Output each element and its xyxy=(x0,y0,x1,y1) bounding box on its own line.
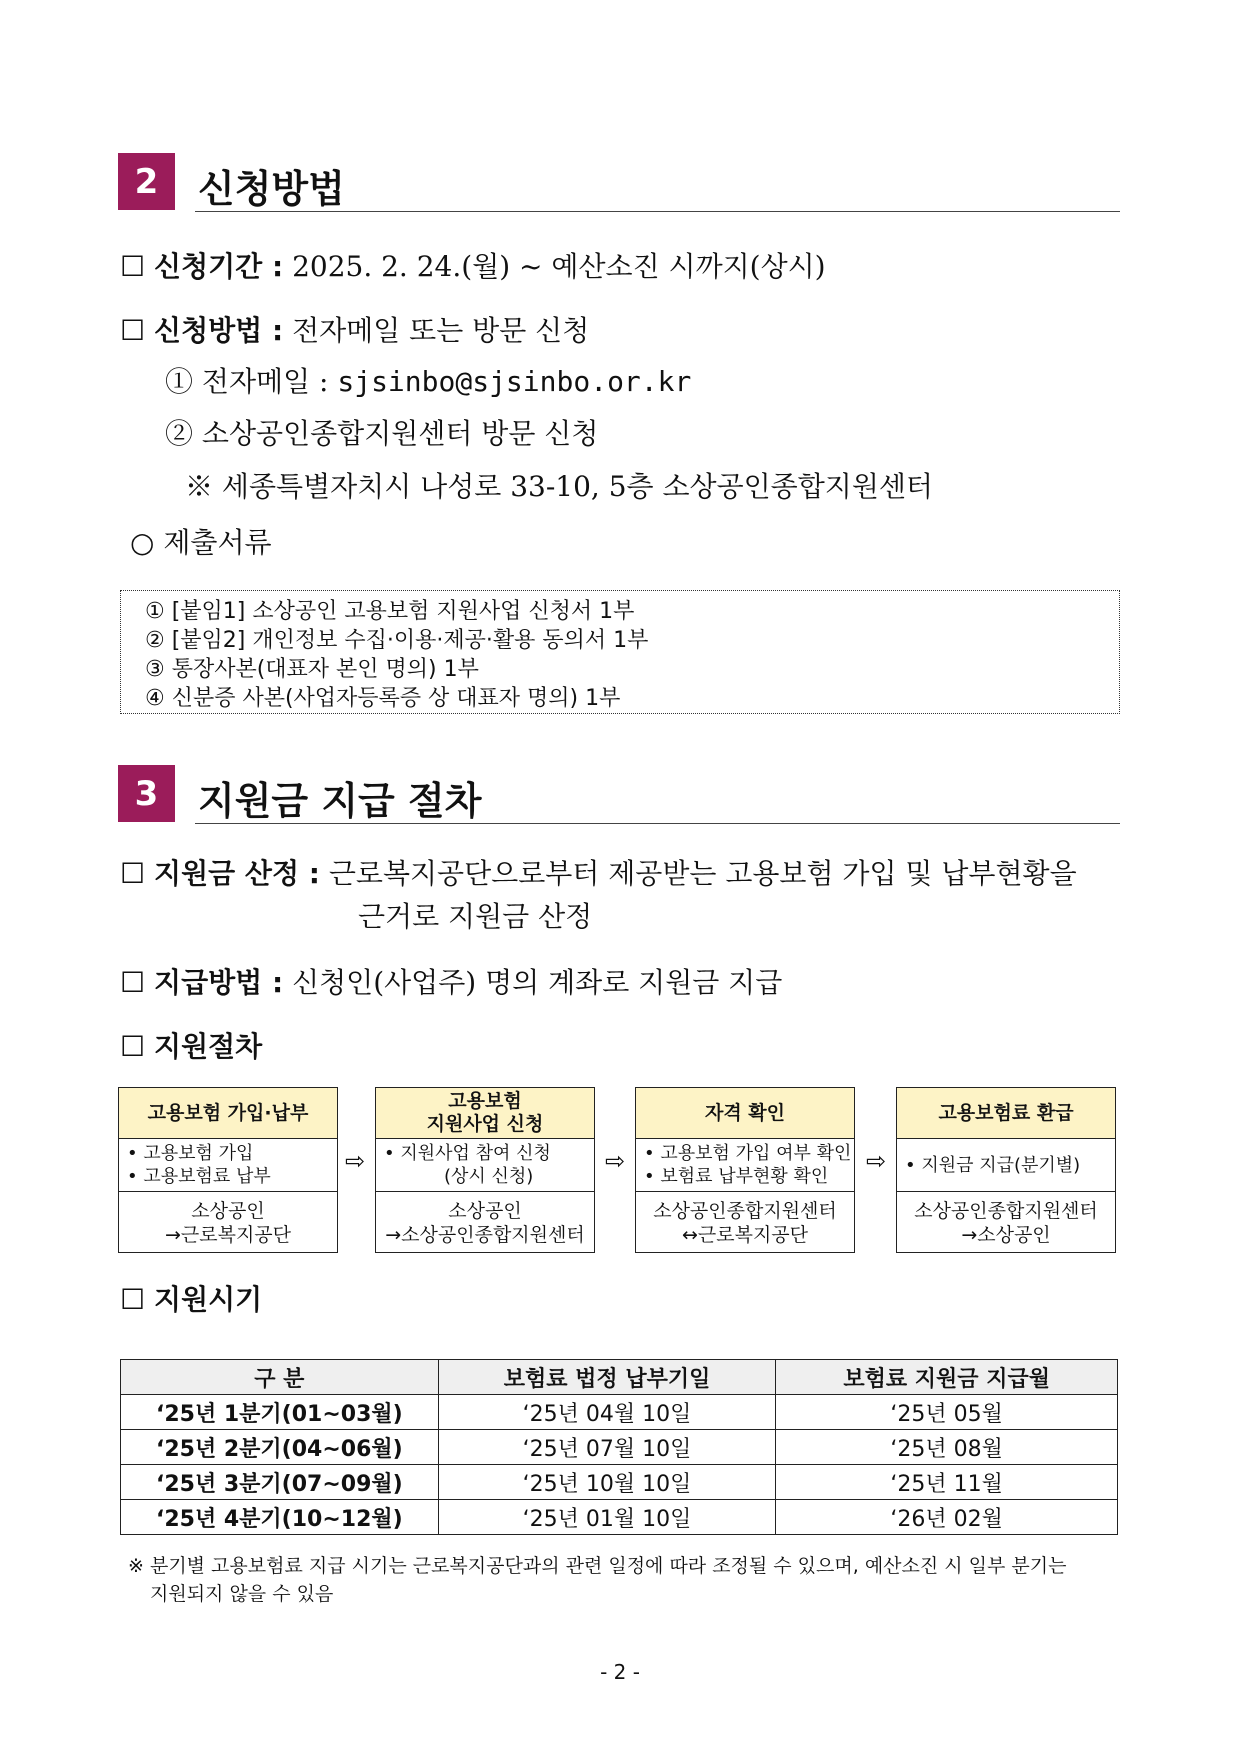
method-email-label: 전자메일 : xyxy=(201,365,329,398)
table-cell: ‘25년 01월 10일 xyxy=(438,1500,776,1535)
process-step-4 xyxy=(896,1087,1116,1253)
step-item: • 보험료 납부현황 확인 xyxy=(644,1166,829,1187)
table-cell: ‘25년 07월 10일 xyxy=(438,1430,776,1465)
table-row xyxy=(121,1500,1118,1535)
step-header: 자격 확인 xyxy=(636,1088,854,1139)
step-footer: 소상공인 →근로복지공단 xyxy=(164,1200,292,1246)
arrow-right-icon: ⇨ xyxy=(605,1147,626,1175)
section-title: 신청방법 xyxy=(198,167,345,211)
table-cell: ‘25년 3분기(07~09월) xyxy=(121,1465,439,1500)
payment-method xyxy=(120,966,782,1000)
application-method xyxy=(120,314,589,348)
timing-heading xyxy=(120,1283,262,1317)
document-item: ③ 통장사본(대표자 본인 명의) 1부 xyxy=(145,657,479,682)
address-text: 세종특별자치시 나성로 33-10, 5층 소상공인종합지원센터 xyxy=(221,470,933,503)
calc-value: 근로복지공단으로부터 제공받는 고용보험 가입 및 납부현황을 xyxy=(328,857,1077,890)
reference-mark: ※ xyxy=(185,470,214,503)
table-row xyxy=(121,1430,1118,1465)
document-item: ④ 신분증 사본(사업자등록증 상 대표자 명의) 1부 xyxy=(145,686,621,711)
step-body xyxy=(897,1139,1115,1192)
method-value: 전자메일 또는 방문 신청 xyxy=(292,314,590,347)
subsidy-calculation xyxy=(120,857,1077,891)
process-step-2 xyxy=(375,1087,595,1253)
footnote xyxy=(128,1552,1118,1608)
section-title: 지원금 지급 절차 xyxy=(198,779,482,823)
section-number-badge: 2 xyxy=(118,153,175,210)
process-step-3 xyxy=(635,1087,855,1253)
step-item: • 고용보험 가입 여부 확인 xyxy=(644,1143,852,1164)
checkbox-icon: ☐ xyxy=(120,966,146,999)
table-row xyxy=(121,1465,1118,1500)
footnote-line: ※ 분기별 고용보험료 지급 시기는 근로복지공단과의 관련 일정에 따라 조정될 수 있으며, 예산소진 시 일부 분기는 xyxy=(128,1555,1067,1577)
step-footer: 소상공인종합지원센터 →소상공인 xyxy=(914,1200,1098,1246)
step-body xyxy=(119,1139,337,1192)
step-item: (상시 신청) xyxy=(444,1166,534,1187)
step-header: 고용보험 가입·납부 xyxy=(119,1088,337,1139)
step-header: 고용보험료 환급 xyxy=(897,1088,1115,1139)
arrow-right-icon: ⇨ xyxy=(345,1147,366,1175)
table-cell: ‘25년 05월 xyxy=(776,1395,1118,1430)
period-label: 신청기간 : xyxy=(154,250,284,283)
method-email-line xyxy=(165,365,691,399)
table-header: 구 분 xyxy=(121,1360,439,1395)
process-heading xyxy=(120,1030,262,1064)
table-row xyxy=(121,1395,1118,1430)
checkbox-icon: ☐ xyxy=(120,1030,146,1063)
calc-value-continued: 근거로 지원금 산정 xyxy=(358,900,593,933)
step-body xyxy=(376,1139,594,1192)
table-cell: ‘25년 10월 10일 xyxy=(438,1465,776,1500)
documents-heading xyxy=(130,526,272,560)
step-item: • 고용보험료 납부 xyxy=(127,1166,271,1187)
address-line xyxy=(185,470,933,504)
table-cell: ‘25년 04월 10일 xyxy=(438,1395,776,1430)
documents-label: 제출서류 xyxy=(163,526,272,559)
checkbox-icon: ☐ xyxy=(120,314,146,347)
page-number: - 2 - xyxy=(600,1660,640,1684)
section-divider xyxy=(195,823,1120,824)
table-cell: ‘25년 4분기(10~12월) xyxy=(121,1500,439,1535)
footnote-line: 지원되지 않을 수 있음 xyxy=(150,1583,334,1605)
process-step-1 xyxy=(118,1087,338,1253)
table-header-row xyxy=(121,1360,1118,1395)
calc-label: 지원금 산정 : xyxy=(154,857,320,890)
circled-two-marker: ② xyxy=(165,417,194,450)
table-cell: ‘25년 1분기(01~03월) xyxy=(121,1395,439,1430)
step-body xyxy=(636,1139,854,1192)
step-item: • 고용보험 가입 xyxy=(127,1143,254,1164)
table-cell: ‘25년 2분기(04~06월) xyxy=(121,1430,439,1465)
table-cell: ‘25년 11월 xyxy=(776,1465,1118,1500)
application-period xyxy=(120,250,826,284)
checkbox-icon: ☐ xyxy=(120,250,146,283)
process-label: 지원절차 xyxy=(154,1030,263,1063)
checkbox-icon: ☐ xyxy=(120,1283,146,1316)
table-cell: ‘25년 08월 xyxy=(776,1430,1118,1465)
step-footer: 소상공인종합지원센터 ↔근로복지공단 xyxy=(653,1200,837,1246)
pay-value: 신청인(사업주) 명의 계좌로 지원금 지급 xyxy=(292,966,783,999)
document-item: ② [붙임2] 개인정보 수집·이용·제공·활용 동의서 1부 xyxy=(145,628,649,653)
table-header: 보험료 지원금 지급월 xyxy=(776,1360,1118,1395)
circled-one-marker: ① xyxy=(165,365,194,398)
period-value: 2025. 2. 24.(월) ~ 예산소진 시까지(상시) xyxy=(292,250,826,283)
checkbox-icon: ☐ xyxy=(120,857,146,890)
section-number-badge: 3 xyxy=(118,765,175,822)
method-visit-line xyxy=(165,417,598,451)
table-cell: ‘26년 02월 xyxy=(776,1500,1118,1535)
step-header: 고용보험 지원사업 신청 xyxy=(376,1088,594,1139)
step-item: • 지원금 지급(분기별) xyxy=(905,1154,1081,1176)
section-divider xyxy=(195,211,1120,212)
circle-bullet-icon: ○ xyxy=(130,526,155,559)
method-visit-text: 소상공인종합지원센터 방문 신청 xyxy=(201,417,599,450)
arrow-right-icon: ⇨ xyxy=(866,1147,887,1175)
method-label: 신청방법 : xyxy=(154,314,284,347)
table-header: 보험료 법정 납부기일 xyxy=(438,1360,776,1395)
schedule-table xyxy=(120,1359,1118,1535)
pay-label: 지급방법 : xyxy=(154,966,284,999)
document-item: ① [붙임1] 소상공인 고용보험 지원사업 신청서 1부 xyxy=(145,599,635,624)
step-item: • 지원사업 참여 신청 xyxy=(384,1143,551,1164)
timing-label: 지원시기 xyxy=(154,1283,263,1316)
documents-box xyxy=(120,590,1120,714)
email-link[interactable]: sjsinbo@sjsinbo.or.kr xyxy=(337,365,692,398)
step-footer: 소상공인 →소상공인종합지원센터 xyxy=(385,1200,585,1246)
